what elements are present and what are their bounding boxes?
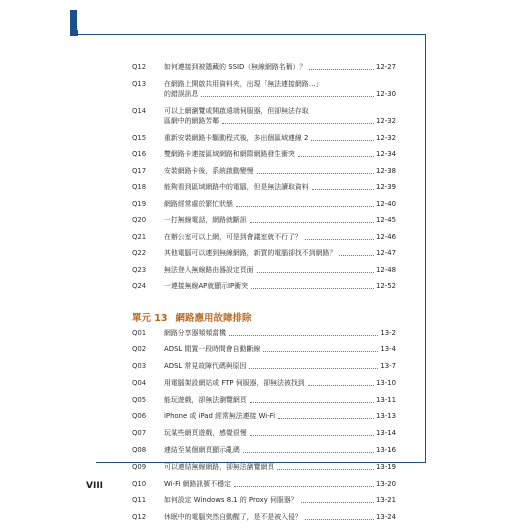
question-number: Q02: [132, 344, 164, 354]
entry-title: Wi-Fi 網路訊號不穩定: [164, 479, 231, 489]
toc-section-unit-13: [132, 328, 396, 529]
entry-title: 重新安裝網路卡驅動程式後，多出個區域連線 2: [164, 133, 308, 143]
entry-title: 可以連結無線網路，卻無法瀏覽網頁: [164, 462, 274, 472]
dot-leader: [311, 140, 374, 141]
dot-leader: [243, 452, 374, 453]
question-number: Q13: [132, 79, 164, 89]
dot-leader: [250, 402, 374, 403]
page-ref: 13-19: [376, 462, 396, 472]
entry-title: ADSL 常見故障代碼與原因: [164, 361, 246, 371]
entry-title: 無法登入無線路由器設定頁面: [164, 265, 254, 275]
dot-leader: [308, 385, 374, 386]
dot-leader: [250, 435, 374, 436]
page-ref: 12-52: [376, 281, 396, 291]
top-rule: [78, 34, 426, 35]
toc-entry[interactable]: [132, 378, 396, 395]
page-ref: 13-20: [376, 479, 396, 489]
page-ref: 13-24: [376, 512, 396, 522]
page-ref: 12-48: [376, 265, 396, 275]
page-ref: 13-14: [376, 428, 396, 438]
entry-title: 在辦公室可以上網，可是到會議室就不行了？: [164, 232, 302, 242]
entry-title: 玩某些網頁遊戲，感覺很慢: [164, 428, 247, 438]
question-number: Q22: [132, 248, 164, 258]
question-number: Q12: [132, 512, 164, 522]
entry-title: 一打無線電話，網路就斷訊: [164, 215, 247, 225]
dot-leader: [263, 351, 378, 352]
entry-title: 用電腦架設網站或 FTP 伺服器，卻無法被找到: [164, 378, 305, 388]
dot-leader: [277, 469, 374, 470]
page-ref: 13-7: [380, 361, 396, 371]
question-number: Q15: [132, 133, 164, 143]
page-ref: 12-39: [376, 182, 396, 192]
dot-leader: [201, 96, 374, 97]
page-ref: 12-27: [376, 62, 396, 72]
question-number: Q03: [132, 361, 164, 371]
entry-title: 的錯誤訊息: [164, 89, 198, 99]
entry-title: 能夠看到區域網路中的電腦，但是無法讀取資料: [164, 182, 309, 192]
toc-entry[interactable]: [132, 248, 396, 265]
toc-entry[interactable]: [132, 344, 396, 361]
page-number: VIII: [86, 481, 103, 491]
toc-entry[interactable]: [132, 182, 396, 199]
toc-entry[interactable]: [132, 395, 396, 412]
page-ref: 12-32: [376, 133, 396, 143]
entry-title: 在網路上開啟共用資料夾，出現「無法連接網路…」: [164, 79, 322, 89]
page-ref: 12-32: [376, 116, 396, 126]
entry-title: 安裝網路卡後，系統啟動變慢: [164, 166, 254, 176]
toc-entry[interactable]: [132, 106, 396, 133]
entry-title: 網路經常處於繁忙狀態: [164, 199, 233, 209]
dot-leader: [250, 222, 374, 223]
question-number: Q19: [132, 199, 164, 209]
question-number: Q10: [132, 479, 164, 489]
entry-title: 如何連接到被隱藏的 SSID（無線網路名稱）？: [164, 62, 306, 72]
page-ref: 13-21: [376, 495, 396, 505]
toc-section-unit-12: [132, 62, 396, 298]
entry-title: 其他電腦可以連到無線網路，新買的電腦卻找不到網路？: [164, 248, 336, 258]
toc-entry[interactable]: [132, 361, 396, 378]
dot-leader: [309, 69, 374, 70]
question-number: Q09: [132, 462, 164, 472]
toc-entry[interactable]: [132, 512, 396, 529]
dot-leader: [305, 239, 374, 240]
entry-title: 網路分享器頻頻當機: [164, 328, 226, 338]
dot-leader: [278, 418, 374, 419]
question-number: Q18: [132, 182, 164, 192]
page-ref: 13-11: [376, 395, 396, 405]
page-ref: 12-40: [376, 199, 396, 209]
question-number: Q21: [132, 232, 164, 242]
page-ref: 13-4: [380, 344, 396, 354]
page-ref: 13-16: [376, 445, 396, 455]
toc-entry[interactable]: [132, 445, 396, 462]
page-ref: 12-30: [376, 89, 396, 99]
toc-entry[interactable]: [132, 479, 396, 496]
toc-entry[interactable]: [132, 328, 396, 345]
unit-label: 單元 13: [132, 313, 168, 324]
question-number: Q14: [132, 106, 164, 116]
dot-leader: [222, 123, 374, 124]
toc-entry[interactable]: [132, 265, 396, 282]
dot-leader: [298, 156, 374, 157]
dot-leader: [312, 189, 374, 190]
toc-entry[interactable]: [132, 281, 396, 298]
toc-entry[interactable]: [132, 199, 396, 216]
question-number: Q17: [132, 166, 164, 176]
question-number: Q12: [132, 62, 164, 72]
entry-title: 能玩遊戲，卻無法瀏覽網頁: [164, 395, 247, 405]
toc-entry[interactable]: [132, 215, 396, 232]
entry-title: ADSL 閒置一段時間會自動斷線: [164, 344, 260, 354]
page-ref: 12-38: [376, 166, 396, 176]
entry-title: 區網中的網路芳鄰: [164, 116, 219, 126]
table-of-contents: [132, 62, 396, 529]
dot-leader: [257, 272, 374, 273]
question-number: Q20: [132, 215, 164, 225]
dot-leader: [249, 368, 378, 369]
page-ref: 12-34: [376, 149, 396, 159]
entry-title: 可以上網瀏覽或開啟遠端伺服器，但卻無法存取: [164, 106, 309, 116]
dot-leader: [236, 206, 374, 207]
page-ref: 13-2: [380, 328, 396, 338]
toc-entry[interactable]: [132, 495, 396, 512]
entry-title: 如何設定 Windows 8.1 的 Proxy 伺服器？: [164, 495, 298, 505]
page-ref: 12-45: [376, 215, 396, 225]
entry-title: 雙網路卡連接區域網路和網際網路發生衝突: [164, 149, 295, 159]
unit-title: 網路應用故障排除: [176, 313, 252, 324]
question-number: Q07: [132, 428, 164, 438]
toc-entry[interactable]: [132, 428, 396, 445]
dot-leader: [251, 288, 374, 289]
question-number: Q06: [132, 411, 164, 421]
question-number: Q24: [132, 281, 164, 291]
question-number: Q01: [132, 328, 164, 338]
toc-entry[interactable]: [132, 62, 396, 79]
entry-title: iPhone 或 iPad 經常無法連接 Wi-Fi: [164, 411, 275, 421]
right-rule: [425, 34, 426, 462]
dot-leader: [305, 519, 374, 520]
toc-entry[interactable]: [132, 462, 396, 479]
dot-leader: [229, 335, 378, 336]
corner-bar-foot: [70, 30, 78, 36]
entry-title: 休眠中的電腦突然自動醒了，是不是被入侵？: [164, 512, 302, 522]
toc-entry[interactable]: [132, 133, 396, 150]
toc-entry[interactable]: [132, 149, 396, 166]
entry-title: 連結至某個網頁顯示亂碼: [164, 445, 240, 455]
dot-leader: [301, 502, 374, 503]
toc-entry[interactable]: [132, 79, 396, 106]
entry-title: 一連接無線AP就顯示IP衝突: [164, 281, 248, 291]
question-number: Q05: [132, 395, 164, 405]
dot-leader: [339, 255, 374, 256]
toc-entry[interactable]: [132, 232, 396, 249]
page-ref: 12-46: [376, 232, 396, 242]
toc-entry[interactable]: [132, 411, 396, 428]
toc-entry[interactable]: [132, 166, 396, 183]
page-ref: 13-10: [376, 378, 396, 388]
page-ref: 13-13: [376, 411, 396, 421]
dot-leader: [257, 173, 374, 174]
question-number: Q23: [132, 265, 164, 275]
question-number: Q11: [132, 495, 164, 505]
question-number: Q04: [132, 378, 164, 388]
page-ref: 12-47: [376, 248, 396, 258]
question-number: Q16: [132, 149, 164, 159]
question-number: Q08: [132, 445, 164, 455]
dot-leader: [234, 486, 374, 487]
unit-heading: [132, 310, 396, 328]
